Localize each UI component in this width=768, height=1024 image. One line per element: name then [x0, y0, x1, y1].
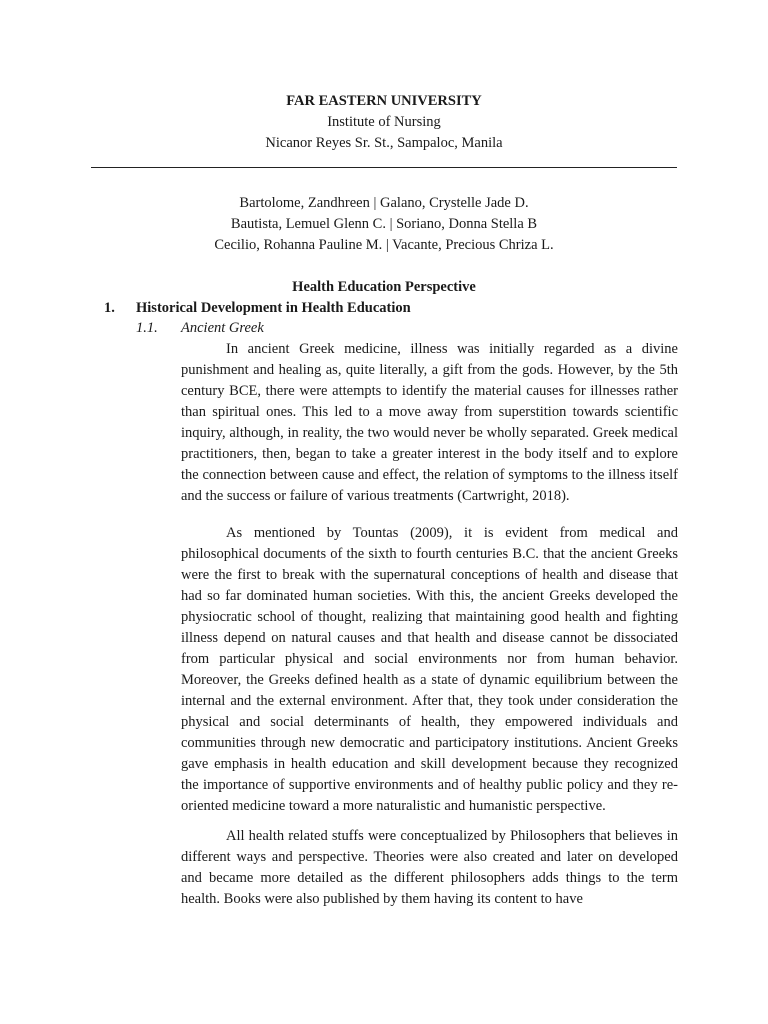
paragraph-1: In ancient Greek medicine, illness was initially regarded as a divine punishment and healing as, quite literally, a gift from the gods. However, by the 5th century BCE, there were attempts to identify the material causes for illnesses rather than spiritual ones. This led to a move away from superstition towards scientific inquiry, although, in reality, the two would never be wholly separated. Greek medical practitioners, then, began to take a greater interest in the body itself and to explore the connection between cause and effect, the relation of symptoms to the illness itself and the success or failure of various treatments (Cartwright, 2018).	[181, 341, 678, 504]
section-title: Historical Development in Health Education	[136, 300, 411, 316]
section-number: 1.	[104, 300, 115, 316]
authors-line-2: Bautista, Lemuel Glenn C. | Soriano, Donna Stella B	[230, 216, 538, 232]
separator-line	[91, 167, 677, 168]
authors-line-1: Bartolome, Zandhreen | Galano, Crystelle Jade D.	[239, 195, 529, 211]
paragraph-3: All health related stuffs were conceptualized by Philosophers that believes in different ways and perspective. Theories were also created and later on developed and became more detailed as the different philosophers adds things to the term health. Books were also published by them having its content to have	[181, 828, 678, 907]
institute-name: Institute of Nursing	[327, 114, 441, 130]
subsection-title: Ancient Greek	[181, 320, 264, 336]
university-name: FAR EASTERN UNIVERSITY	[286, 93, 482, 109]
authors-line-3: Cecilio, Rohanna Pauline M. | Vacante, Precious Chriza L.	[214, 237, 554, 253]
address: Nicanor Reyes Sr. St., Sampaloc, Manila	[265, 135, 503, 151]
subsection-number: 1.1.	[136, 320, 158, 336]
document-title: Health Education Perspective	[292, 279, 476, 295]
section-heading	[104, 298, 115, 318]
paragraph-2: As mentioned by Tountas (2009), it is evident from medical and philosophical documents of the sixth to fourth centuries B.C. that the ancient Greeks were the first to break with the supernatural conceptions of health and disease that had so far dominated human societies. With this, the ancient Greeks developed the physiocratic school of thought, realizing that maintaining good health and fighting illness depend on natural causes and that health and disease cannot be dissociated from particular physical and social environments nor from human behavior. Moreover, the Greeks defined health as a state of dynamic equilibrium between the internal and the external environment. After that, they took under consideration the physical and social determinants of health, they empowered individuals and communities through new democratic and participatory institutions. Ancient Greeks gave emphasis in health education and skill development because they recognized the importance of supportive environments and of healthy public policy and they re-oriented medicine toward a more naturalistic and humanistic perspective.	[181, 525, 678, 814]
